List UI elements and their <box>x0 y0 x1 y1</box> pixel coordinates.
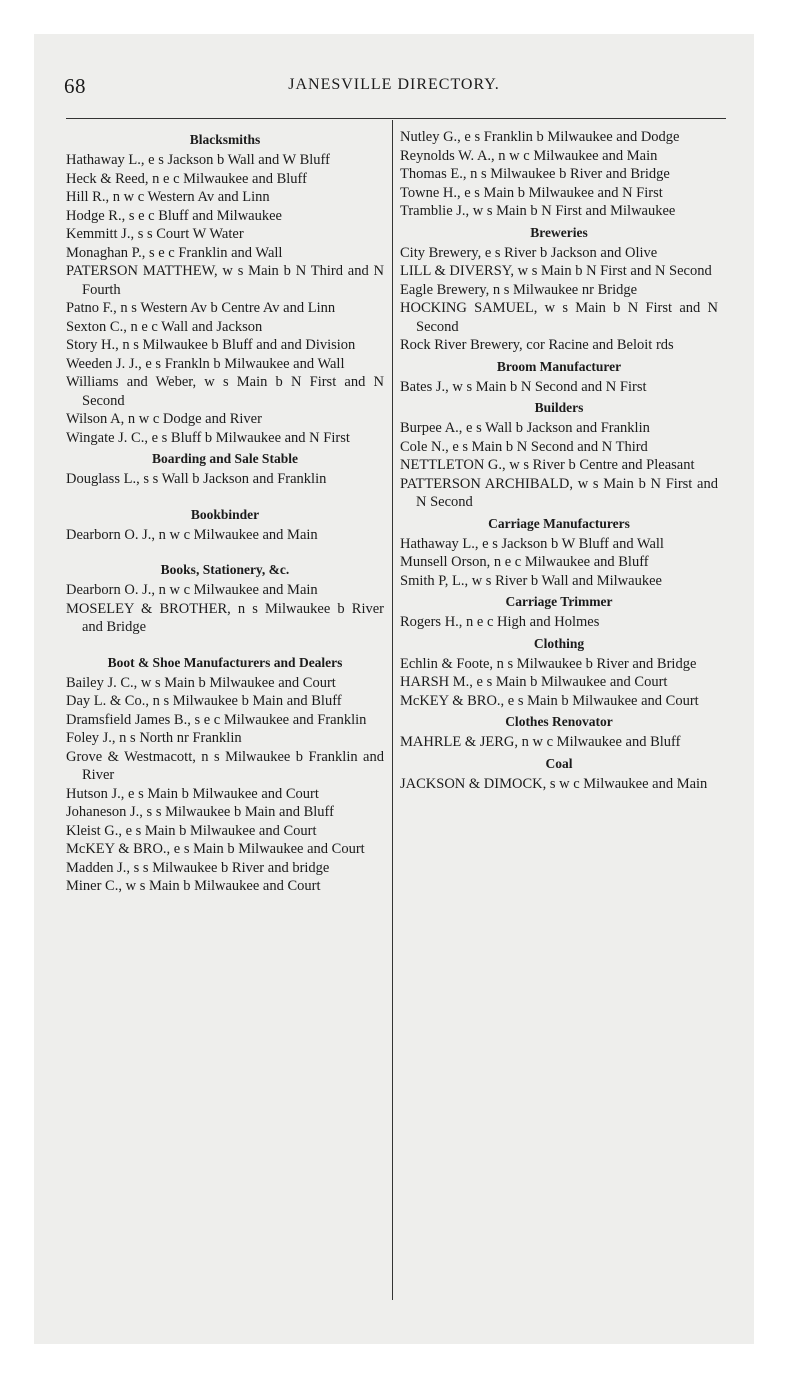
directory-section <box>66 637 384 896</box>
directory-entry: Madden J., s s Milwaukee b River and bridge <box>66 859 330 876</box>
directory-entry: Eagle Brewery, n s Milwaukee nr Bridge <box>400 281 638 298</box>
directory-section <box>400 223 718 355</box>
directory-entry: McKEY & BRO., e s Main b Milwaukee and Court <box>400 692 699 709</box>
directory-section <box>400 754 718 794</box>
directory-entry: Echlin & Foote, n s Milwaukee b River and Bridge <box>400 655 697 672</box>
directory-entry: Wingate J. C., e s Bluff b Milwaukee and N First <box>66 429 350 446</box>
directory-entry: Patno F., n s Western Av b Centre Av and Linn <box>66 300 336 316</box>
directory-entry: Johaneson J., s s Milwaukee b Main and Bluff <box>66 804 334 820</box>
directory-entry: McKEY & BRO., e s Main b Milwaukee and Court <box>66 841 365 857</box>
directory-entry: Weeden J. J., e s Frankln b Milwaukee and Wall <box>66 355 345 372</box>
directory-entry: LILL & DIVERSY, w s Main b N First and N Second <box>400 263 712 279</box>
section-heading: Blacksmiths <box>189 132 261 147</box>
directory-entry: MAHRLE & JERG, n w c Milwaukee and Bluff <box>400 734 681 750</box>
page-header <box>34 74 754 114</box>
directory-entry: Hutson J., e s Main b Milwaukee and Court <box>66 785 319 802</box>
directory-entry: NETTLETON G., w s River b Centre and Pleasant <box>400 457 695 473</box>
directory-entry: Monaghan P., s e c Franklin and Wall <box>66 244 283 261</box>
directory-entry: Tramblie J., w s Main b N First and Milwaukee <box>400 203 676 219</box>
directory-entry: Kemmitt J., s s Court W Water <box>66 226 244 242</box>
directory-section <box>66 130 384 447</box>
directory-entry: Towne H., e s Main b Milwaukee and N First <box>400 184 663 201</box>
directory-entry: JACKSON & DIMOCK, s w c Milwaukee and Main <box>400 775 708 792</box>
directory-entry: HARSH M., e s Main b Milwaukee and Court <box>400 674 668 690</box>
directory-entry: Story H., n s Milwaukee b Bluff and and Division <box>66 337 356 353</box>
directory-entry: Heck & Reed, n e c Milwaukee and Bluff <box>66 170 307 187</box>
section-gap <box>66 489 384 503</box>
section-gap <box>66 637 384 651</box>
directory-entry: City Brewery, e s River b Jackson and Olive <box>400 244 658 261</box>
directory-section <box>66 449 384 489</box>
directory-entry: Nutley G., e s Franklin b Milwaukee and Dodge <box>400 129 680 145</box>
directory-entry: Dramsfield James B., s e c Milwaukee and Franklin <box>66 711 367 728</box>
directory-section <box>400 128 718 221</box>
section-heading: Boarding and Sale Stable <box>152 451 298 466</box>
section-heading: Books, Stationery, &c. <box>160 562 290 577</box>
directory-entry: Bailey J. C., w s Main b Milwaukee and Court <box>66 674 336 691</box>
directory-entry: Hathaway L., e s Jackson b W Bluff and Wall <box>400 535 664 552</box>
section-heading: Builders <box>534 400 584 415</box>
directory-entry: Rock River Brewery, cor Racine and Beloit rds <box>400 337 674 353</box>
section-heading: Bookbinder <box>190 506 260 522</box>
section-heading: Carriage Manufacturers <box>488 515 630 531</box>
page-title: JANESVILLE DIRECTORY. <box>288 76 500 93</box>
directory-entry: Dearborn O. J., n w c Milwaukee and Main <box>66 582 318 598</box>
directory-entry: Hathaway L., e s Jackson b Wall and W Bluff <box>66 152 330 168</box>
page-number: 68 <box>64 74 86 98</box>
directory-entry: MOSELEY & BROTHER, n s Milwaukee b River and Bridge <box>66 600 384 635</box>
directory-section <box>400 398 718 512</box>
directory-entry: Day L. & Co., n s Milwaukee b Main and Bluff <box>66 693 342 709</box>
section-heading: Clothes Renovator <box>505 714 613 729</box>
directory-entry: Munsell Orson, n e c Milwaukee and Bluff <box>400 554 649 570</box>
directory-entry: Smith P, L., w s River b Wall and Milwaukee <box>400 572 662 589</box>
section-heading: Clothing <box>533 635 585 651</box>
scanned-page <box>34 34 754 1344</box>
directory-entry: HOCKING SAMUEL, w s Main b N First and N Second <box>400 300 718 335</box>
directory-section <box>400 357 718 397</box>
right-column <box>400 128 718 793</box>
directory-entry: Thomas E., n s Milwaukee b River and Bridge <box>400 166 670 182</box>
directory-section <box>400 592 718 632</box>
directory-section <box>66 544 384 637</box>
section-heading: Boot & Shoe Manufacturers and Dealers <box>107 654 343 670</box>
column-divider <box>392 120 393 1300</box>
directory-entry: Wilson A, n w c Dodge and River <box>66 411 262 427</box>
directory-entry: Rogers H., n e c High and Holmes <box>400 614 600 630</box>
directory-entry: Bates J., w s Main b N Second and N First <box>400 378 647 395</box>
directory-entry: Miner C., w s Main b Milwaukee and Court <box>66 878 321 894</box>
directory-entry: Douglass L., s s Wall b Jackson and Franklin <box>66 471 327 487</box>
section-heading: Broom Manufacturer <box>496 358 622 374</box>
directory-entry: Hill R., n w c Western Av and Linn <box>66 189 270 205</box>
directory-section <box>400 634 718 711</box>
directory-entry: Kleist G., e s Main b Milwaukee and Court <box>66 822 317 839</box>
directory-entry: Cole N., e s Main b N Second and N Third <box>400 438 648 455</box>
directory-entry: Grove & Westmacott, n s Milwaukee b Franklin and River <box>66 748 384 783</box>
directory-entry: Dearborn O. J., n w c Milwaukee and Main <box>66 526 318 543</box>
directory-entry: Hodge R., s e c Bluff and Milwaukee <box>66 207 282 224</box>
section-gap <box>66 544 384 558</box>
directory-entry: Reynolds W. A., n w c Milwaukee and Main <box>400 147 658 164</box>
section-heading: Breweries <box>530 224 588 240</box>
directory-entry: Foley J., n s North nr Franklin <box>66 730 242 746</box>
directory-entry: PATTERSON ARCHIBALD, w s Main b N First and N Second <box>400 475 718 510</box>
directory-entry: Sexton C., n e c Wall and Jackson <box>66 318 263 335</box>
section-heading: Carriage Trimmer <box>505 594 613 609</box>
directory-section <box>400 514 718 591</box>
directory-entry: PATERSON MATTHEW, w s Main b N Third and N Fourth <box>66 263 384 298</box>
directory-entry: Burpee A., e s Wall b Jackson and Franklin <box>400 420 650 436</box>
directory-section <box>400 712 718 752</box>
directory-section <box>66 489 384 545</box>
left-column <box>66 128 384 896</box>
directory-entry: Williams and Weber, w s Main b N First and N Second <box>66 374 384 409</box>
header-rule <box>66 118 726 119</box>
section-heading: Coal <box>545 755 573 771</box>
